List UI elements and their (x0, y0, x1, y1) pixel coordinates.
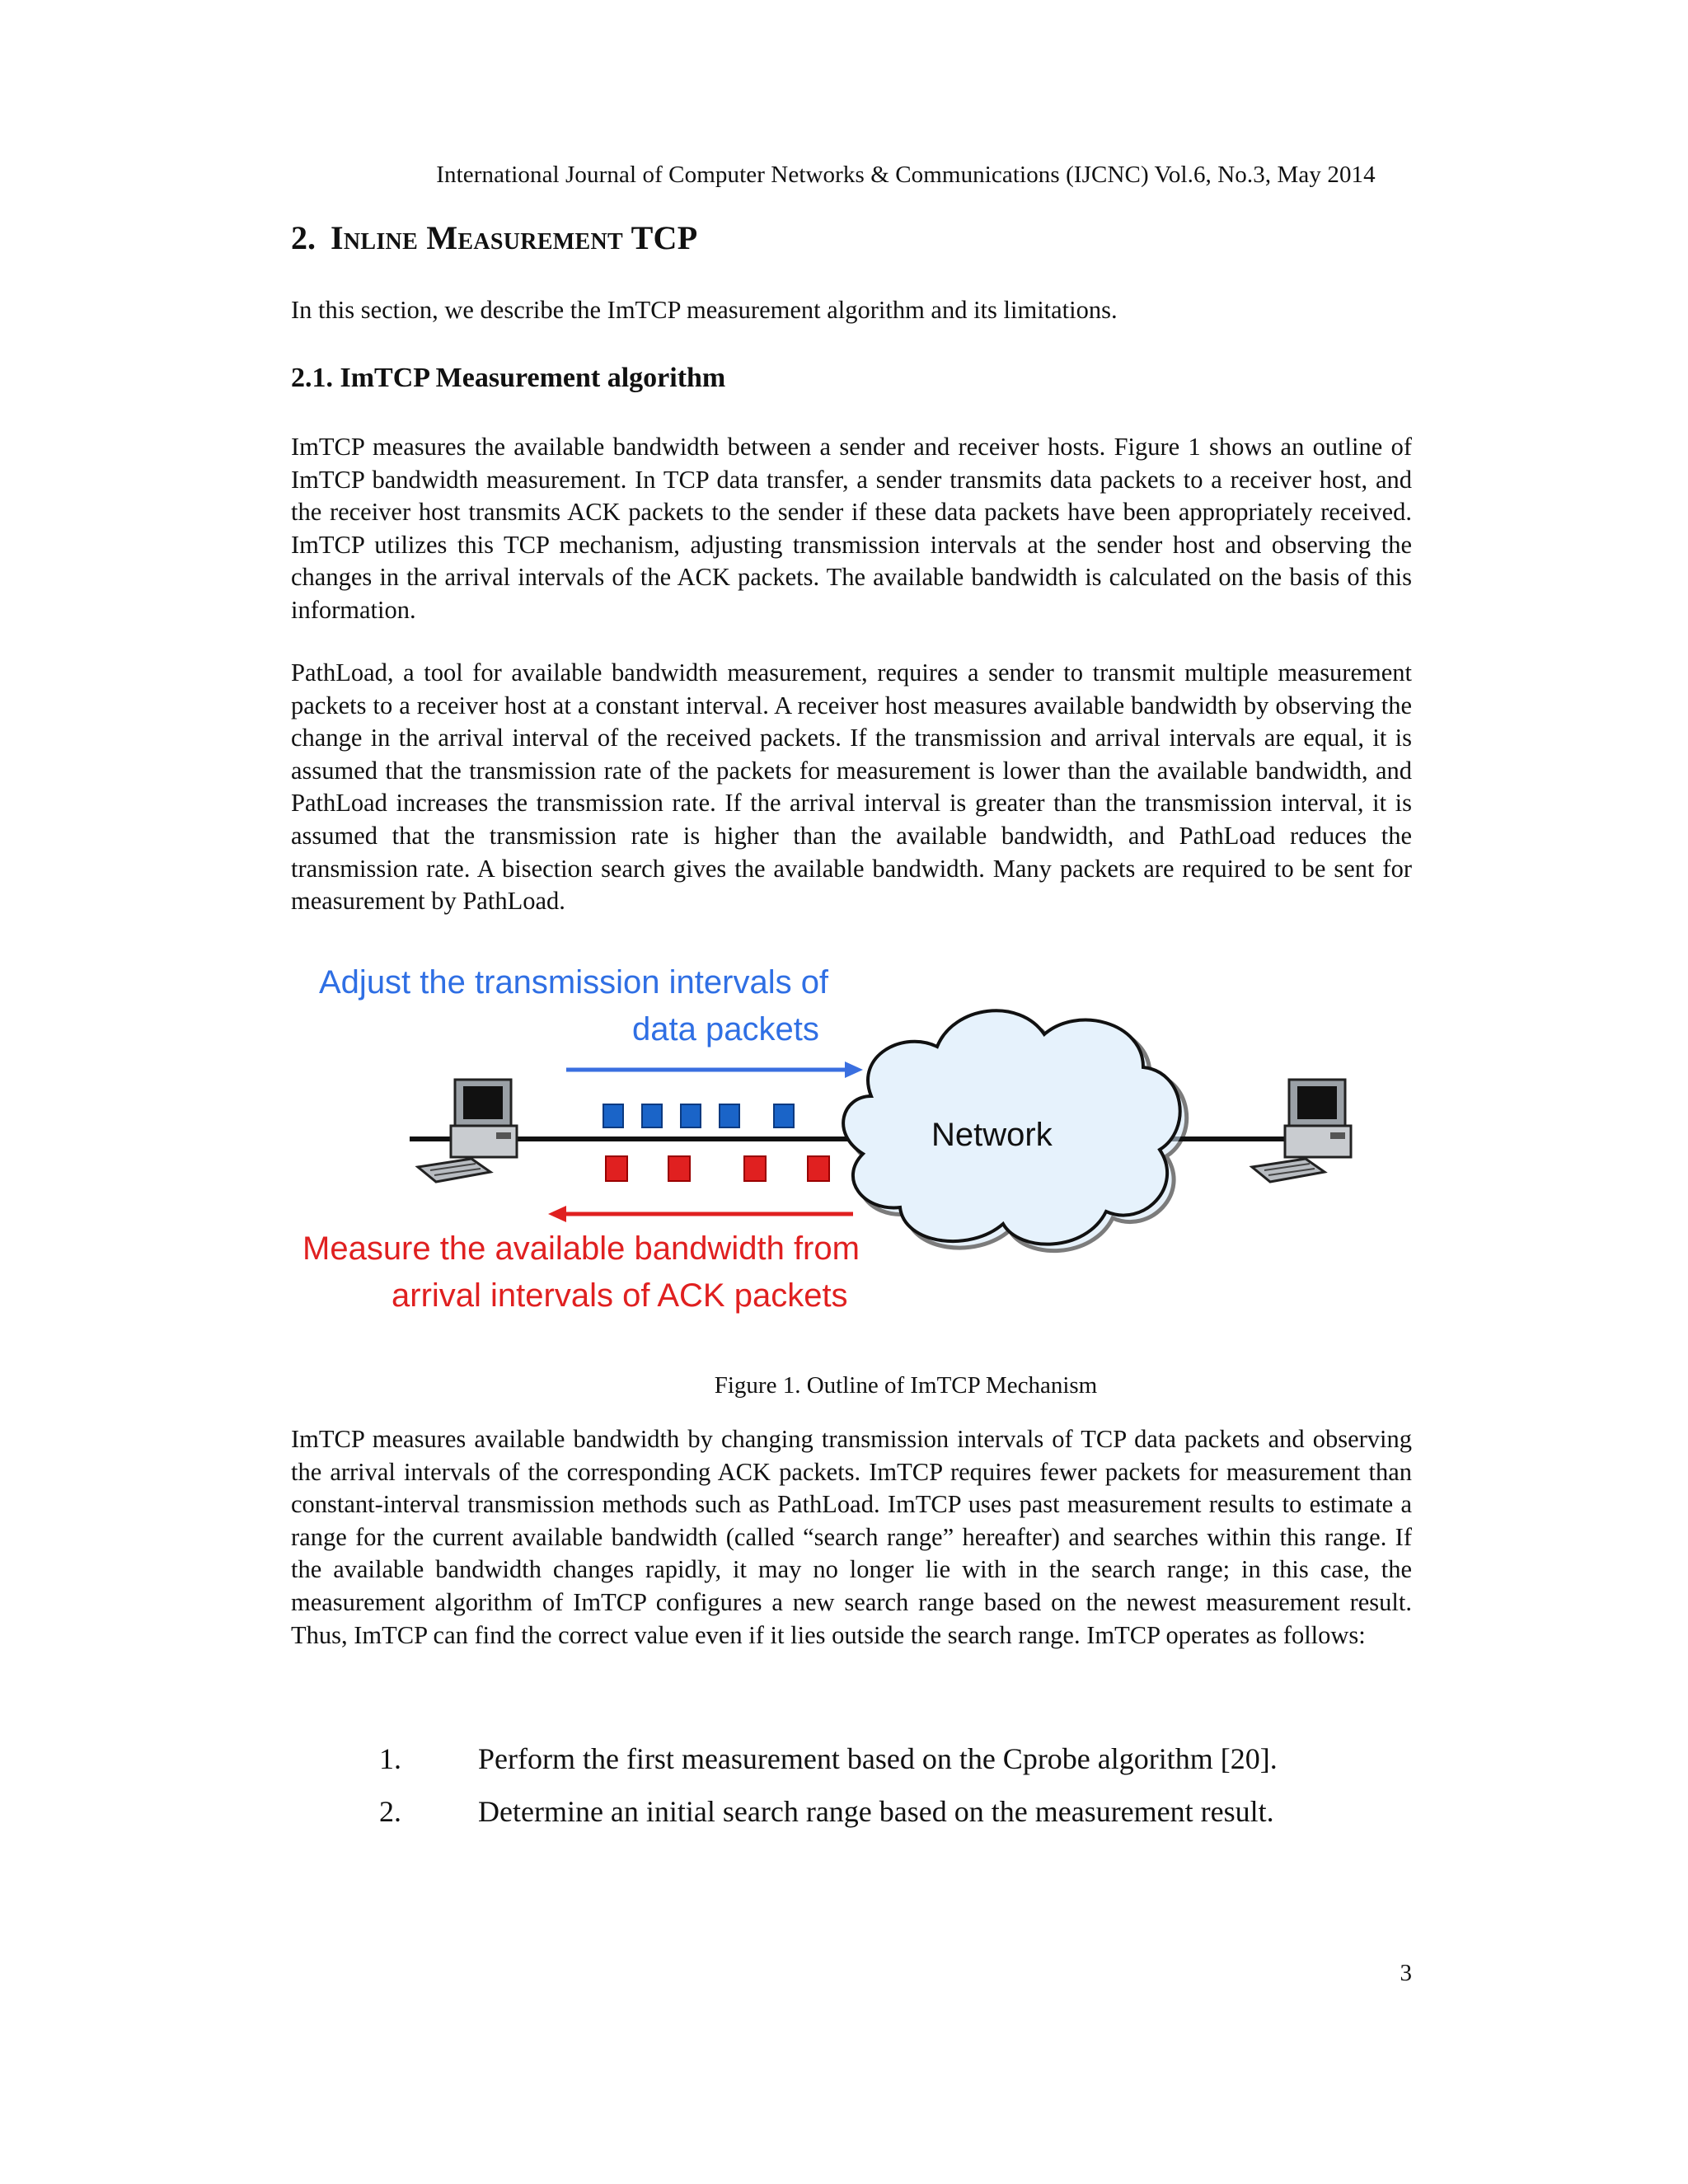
ack-packets (606, 1156, 829, 1181)
ack-packet (606, 1156, 627, 1181)
list-item-number: 2. (379, 1795, 401, 1828)
data-packet (642, 1104, 662, 1127)
network-label: Network (931, 1117, 1053, 1153)
data-packet (774, 1104, 794, 1127)
steps-list (379, 1741, 1615, 1847)
figure-bottom-label-line2: arrival intervals of ACK packets (392, 1277, 848, 1314)
list-item-text: Perform the first measurement based on the Cprobe algorithm [20]. (478, 1742, 1278, 1775)
data-packet (681, 1104, 701, 1127)
list-item (379, 1794, 1615, 1847)
receiver-computer-icon (1252, 1080, 1351, 1182)
figure-1 (294, 956, 1407, 1335)
figure-top-label-line2: data packets (632, 1011, 819, 1047)
ack-packet (808, 1156, 829, 1181)
intro-paragraph: In this section, we describe the ImTCP measurement algorithm and its limitations. (291, 296, 1118, 324)
figure-top-label-line1: Adjust the transmission intervals of (319, 964, 829, 1001)
page-number: 3 (1400, 1960, 1412, 1986)
list-item (379, 1741, 1615, 1794)
paragraph-1: ImTCP measures the available bandwidth between a sender and receiver hosts. Figure 1 shows an outline of ImTCP bandwidth measurement. In TCP data transfer, a sender transmits data packets to a receiver host, and the receiver host transmits ACK packets to the sender if these data packets have been appropriately received. ImTCP utilizes this TCP mechanism, adjusting transmission intervals at the sender host and observing the changes in the arrival intervals of the ACK packets. The available bandwidth is calculated on the basis of this information. (291, 433, 1412, 624)
paragraph-3: ImTCP measures available bandwidth by changing transmission intervals of TCP data packets and observing the arrival intervals of the corresponding ACK packets. ImTCP requires fewer packets for measurement than constant-interval transmission methods such as PathLoad. ImTCP uses past measurement results to estimate a range for the current available bandwidth (called “search range” hereafter) and searches within this range. If the available bandwidth changes rapidly, it may no longer lie with in the search range; in this case, the measurement algorithm of ImTCP configures a new search range based on the newest measurement result. Thus, ImTCP can find the correct value even if it lies outside the search range. ImTCP operates as follows: (291, 1425, 1412, 1649)
section-title-text: Inline Measurement TCP (331, 219, 698, 256)
data-packet (603, 1104, 623, 1127)
ack-packet (668, 1156, 690, 1181)
data-direction-arrowhead (845, 1062, 863, 1078)
section-title (291, 218, 697, 257)
figure-caption: Figure 1. Outline of ImTCP Mechanism (714, 1372, 1098, 1399)
subsection-title: 2.1. ImTCP Measurement algorithm (291, 363, 726, 393)
list-item-number: 1. (379, 1742, 401, 1775)
data-packets (603, 1104, 794, 1127)
list-item-text: Determine an initial search range based on the measurement result. (478, 1795, 1274, 1828)
figure-1-diagram (294, 956, 1407, 1335)
sender-computer-icon (418, 1080, 517, 1182)
figure-bottom-label-line1: Measure the available bandwidth from (302, 1230, 860, 1267)
ack-packet (744, 1156, 766, 1181)
data-packet (720, 1104, 739, 1127)
journal-header: International Journal of Computer Networks & Communications (IJCNC) Vol.6, No.3, May 2014 (436, 162, 1376, 188)
paragraph-2: PathLoad, a tool for available bandwidth measurement, requires a sender to transmit multiple measurement packets to a receiver host at a constant interval. A receiver host measures available bandwidth by observing the change in the arrival interval of the received packets. If the transmission and arrival intervals are equal, it is assumed that the transmission rate of the packets for measurement is lower than the available bandwidth, and PathLoad increases the transmission rate. If the arrival interval is greater than the transmission interval, it is assumed that the transmission rate is higher than the available bandwidth, and PathLoad reduces the transmission rate. A bisection search gives the available bandwidth. Many packets are required to be sent for measurement by PathLoad. (291, 658, 1412, 916)
section-number: 2. (291, 219, 316, 256)
ack-direction-arrowhead (548, 1206, 566, 1222)
